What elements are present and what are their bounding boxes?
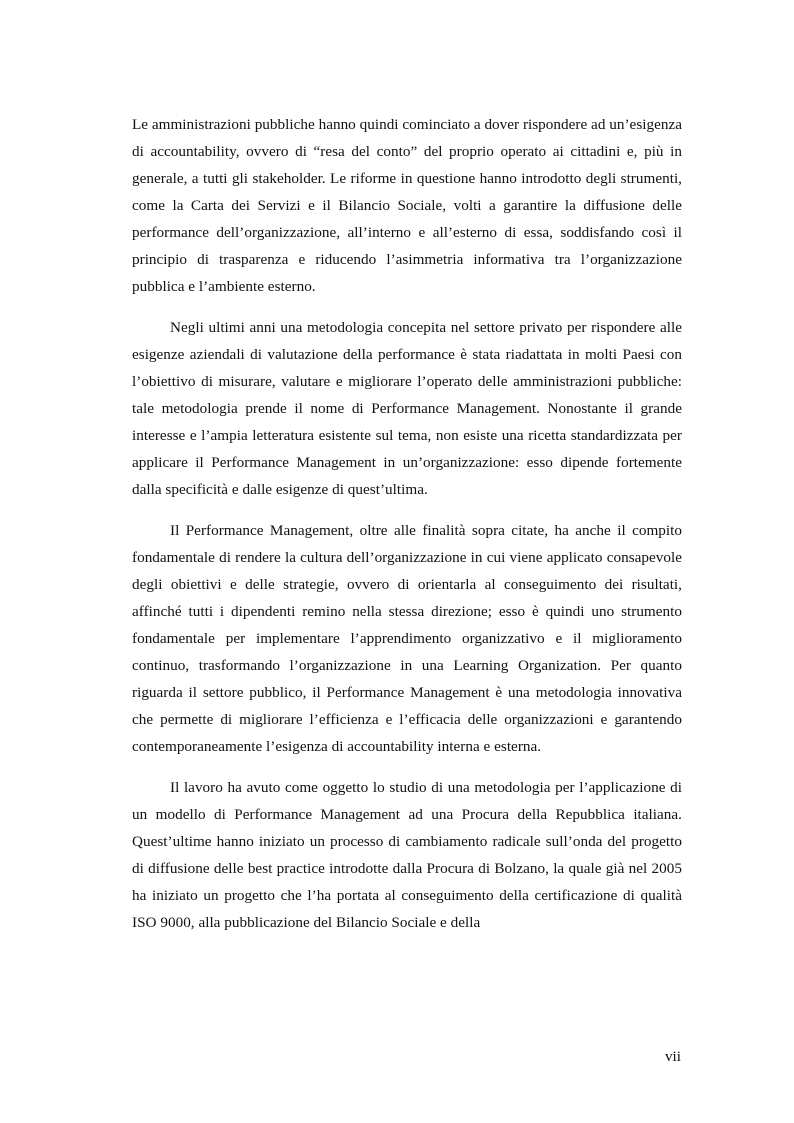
page-number: vii [664, 1048, 681, 1065]
paragraph-work-object: Il lavoro ha avuto come oggetto lo studio di una metodologia per l’applicazione di un modello di Performance Management ad una Procura della Repubblica italiana. Quest’ultime hanno iniziato un processo di cambiamento radicale sull’onda del progetto di diffusione delle best practice introdotte dalla Procura di Bolzano, la quale già nel 2005 ha iniziato un progetto che l’ha portata al conseguimento della certificazione di qualità ISO 9000, alla pubblicazione del Bilancio Sociale e della [132, 779, 682, 931]
paragraph-performance-management-definition: Negli ultimi anni una metodologia concepita nel settore privato per rispondere alle esigenze aziendali di valutazione della performance è stata riadattata in molti Paesi con l’obiettivo di misurare, valutare e migliorare l’operato delle amministrazioni pubbliche: tale metodologia prende il nome di Performance Management. Nonostante il grande interesse e l’ampia letteratura esistente sul tema, non esiste una ricetta standardizzata per applicare il Performance Management in un’organizzazione: esso dipende fortemente dalla specificità e dalle esigenze di quest’ultima. [132, 319, 682, 498]
paragraph-accountability: Le amministrazioni pubbliche hanno quindi cominciato a dover rispondere ad un’esigenza di accountability, ovvero di “resa del conto” del proprio operato ai cittadini e, più in generale, a tutti gli stakeholder. Le riforme in questione hanno introdotto degli strumenti, come la Carta dei Servizi e il Bilancio Sociale, volti a garantire la diffusione delle performance dell’organizzazione, all’interno e all’esterno di essa, soddisfando così il principio di trasparenza e riducendo l’asimmetria informativa tra l’organizzazione pubblica e l’ambiente esterno. [132, 116, 682, 295]
paragraph-performance-management-goals: Il Performance Management, oltre alle finalità sopra citate, ha anche il compito fondamentale di rendere la cultura dell’organizzazione in cui viene applicato consapevole degli obiettivi e delle strategie, ovvero di orientarla al conseguimento dei risultati, affinché tutti i dipendenti remino nella stessa direzione; esso è quindi uno strumento fondamentale per implementare l’apprendimento organizzativo e il miglioramento continuo, trasformando l’organizzazione in una Learning Organization. Per quanto riguarda il settore pubblico, il Performance Management è una metodologia innovativa che permette di migliorare l’efficienza e l’efficacia delle organizzazioni e garantendo contemporaneamente l’esigenza di accountability interna e esterna. [132, 522, 682, 755]
body-text [132, 111, 682, 950]
